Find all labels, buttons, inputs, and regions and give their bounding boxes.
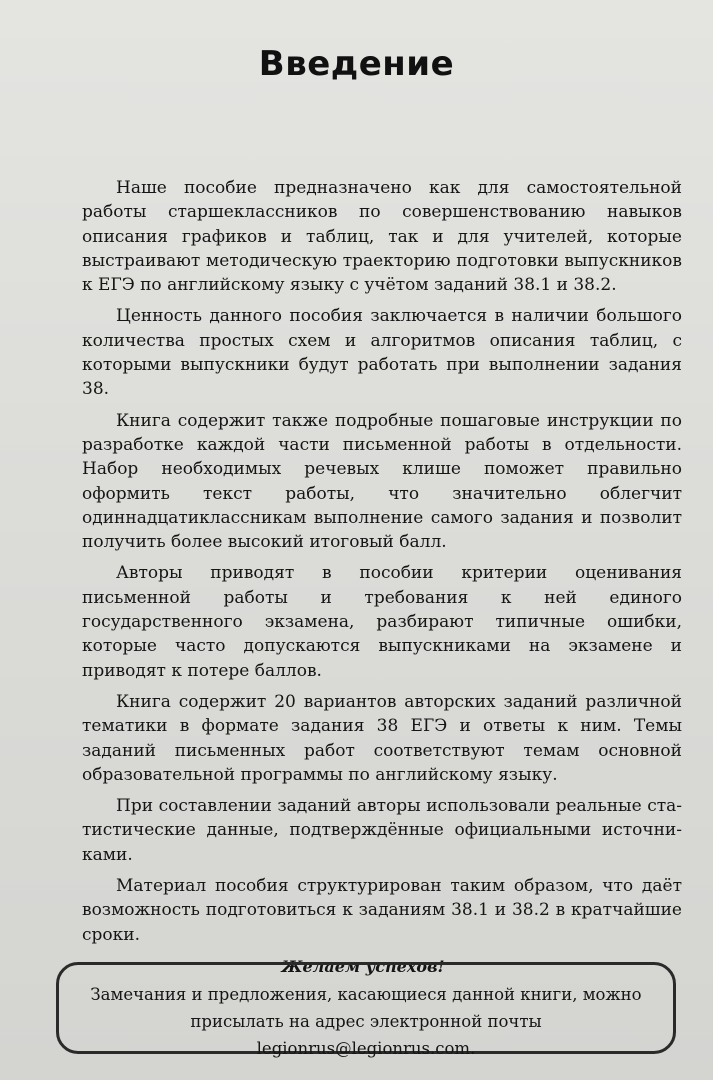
paragraph-structure: Материал пособия структурирован таким образом, что даёт возможность подготовиться к заданиям 38.1 и 38.2 в кратчайшие сроки. bbox=[82, 876, 682, 945]
feedback-note-text bbox=[81, 981, 651, 1062]
introduction-body bbox=[82, 176, 682, 979]
paragraph-statistics: При составлении заданий авторы использовали реальные статистические данные, подтверждённые официальными источниками. bbox=[82, 796, 682, 865]
paragraph-instructions: Книга содержит также подробные пошаговые инструкции по разработке каждой части письменной работы в отдельности. Набор необходимых речевых клише поможет правильно оформить текст работы, что значительно облегчит одиннадцатиклассникам выполнение самого задания и позволит получить более высокий итоговый балл. bbox=[82, 410, 682, 553]
feedback-note-line-1: Замечания и предложения, касающиеся данной книги, можно bbox=[90, 985, 642, 1004]
paragraph-purpose: Наше пособие предназначено как для самостоятельной работы старшеклассников по совершенствованию навыков описания графиков и таблиц, так и для учителей, которые выстраивают методическую траекторию подготовки выпускников к ЕГЭ по английскому языку с учётом заданий 38.1 и 38.2. bbox=[82, 178, 682, 296]
paragraph-value: Ценность данного пособия заключается в наличии большого количества простых схем и алгоритмов описания таблиц, с которыми выпускники будут работать при выполнении задания 38. bbox=[82, 306, 682, 400]
paragraph-variants: Книга содержит 20 вариантов авторских заданий различной тематики в формате задания 38 ЕГЭ и ответы к ним. Темы заданий письменных работ соответствуют темам основной образовательной программы по английскому языку. bbox=[82, 691, 682, 785]
closing-wish: Желаем успехов! bbox=[281, 956, 445, 976]
paragraph-criteria: Авторы приводят в пособии критерии оценивания письменной работы и требования к ней единого государственного экзамена, разбирают типичные ошибки, которые часто допускаются выпускниками на экзамене и приводят к потере баллов. bbox=[82, 563, 682, 681]
page-title: Введение bbox=[258, 44, 455, 84]
feedback-note-line-2: присылать на адрес электронной почты legionrus@legionrus.com. bbox=[190, 1012, 542, 1058]
feedback-note-box bbox=[56, 962, 676, 1058]
